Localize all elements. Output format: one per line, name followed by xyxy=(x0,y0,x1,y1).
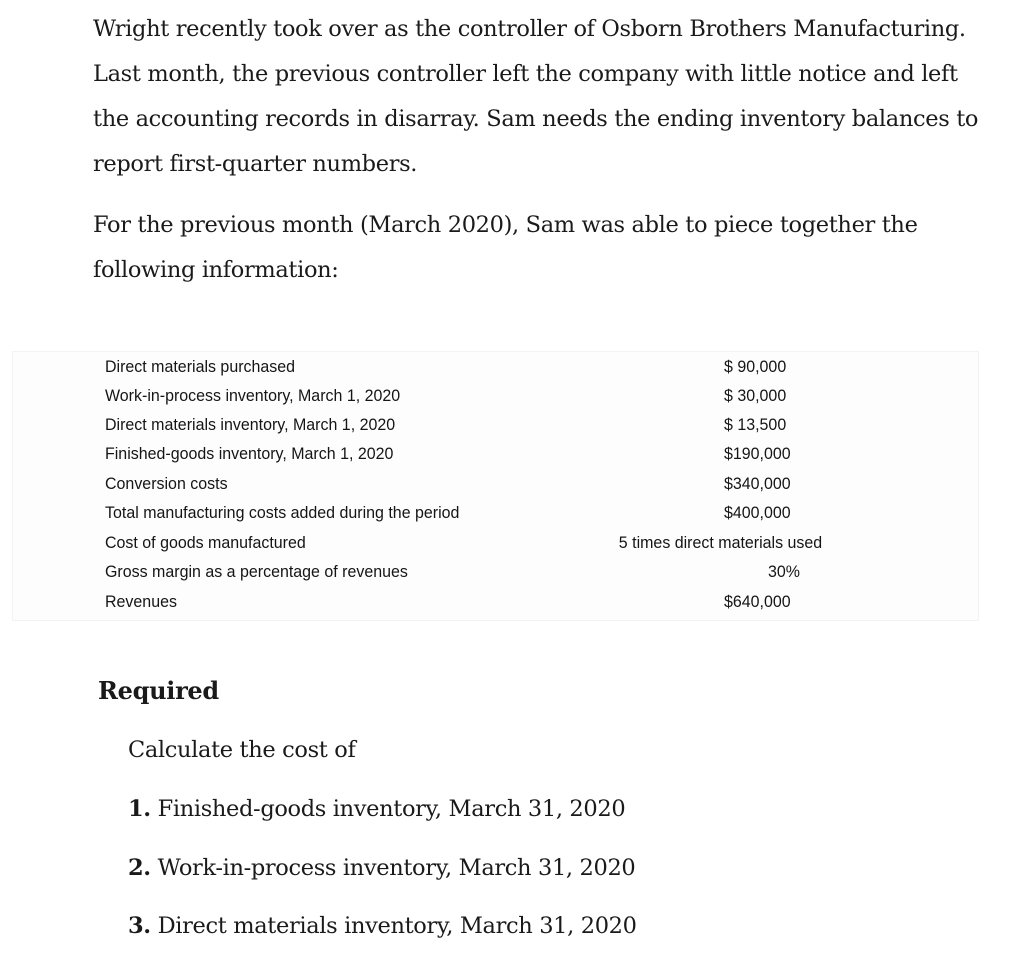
row-label: Cost of goods manufactured xyxy=(105,533,306,552)
table-row xyxy=(13,471,978,500)
row-value: $ 13,500 xyxy=(724,415,787,434)
row-value: $400,000 xyxy=(724,503,791,522)
table-row xyxy=(13,354,978,383)
row-value: $ 30,000 xyxy=(724,386,787,405)
table-row xyxy=(13,500,978,529)
data-table xyxy=(13,352,978,620)
required-item-number: 3. xyxy=(128,913,151,939)
table-row xyxy=(13,383,978,412)
row-value: 30% xyxy=(768,562,800,581)
row-label: Gross margin as a percentage of revenues xyxy=(105,562,408,581)
required-heading: Required xyxy=(98,676,219,705)
intro-paragraph-1: Wright recently took over as the controller of Osborn Brothers Manufacturing. Last month, the previous controller left the company with little notice and left the accounting records in disarray. Sam needs the ending inventory balances to report first-quarter numbers. xyxy=(93,16,979,177)
row-value: 5 times direct materials used xyxy=(618,533,823,552)
required-item xyxy=(128,796,625,822)
intro-paragraph-2: For the previous month (March 2020), Sam was able to piece together the following information: xyxy=(93,212,918,283)
required-item xyxy=(128,855,635,881)
row-label: Conversion costs xyxy=(105,474,228,493)
required-intro: Calculate the cost of xyxy=(128,737,356,763)
table-row xyxy=(13,530,978,559)
row-label: Finished-goods inventory, March 1, 2020 xyxy=(105,444,394,463)
row-label: Revenues xyxy=(105,592,177,611)
required-item xyxy=(128,913,637,939)
row-value: $190,000 xyxy=(724,444,791,463)
row-value: $340,000 xyxy=(724,474,791,493)
row-value: $640,000 xyxy=(724,592,791,611)
required-item-text: Work-in-process inventory, March 31, 2020 xyxy=(157,855,636,881)
table-row xyxy=(13,559,978,588)
table-row xyxy=(13,441,978,470)
row-label: Direct materials purchased xyxy=(105,357,296,376)
required-item-number: 2. xyxy=(128,855,151,881)
table-row xyxy=(13,589,978,618)
row-value: $ 90,000 xyxy=(724,357,787,376)
row-label: Work-in-process inventory, March 1, 2020 xyxy=(105,386,401,405)
table-row xyxy=(13,412,978,441)
row-label: Direct materials inventory, March 1, 2020 xyxy=(105,415,396,434)
row-label: Total manufacturing costs added during the period xyxy=(105,503,460,522)
required-item-text: Direct materials inventory, March 31, 2020 xyxy=(157,913,637,939)
required-item-number: 1. xyxy=(128,796,151,822)
required-item-text: Finished-goods inventory, March 31, 2020 xyxy=(157,796,626,822)
